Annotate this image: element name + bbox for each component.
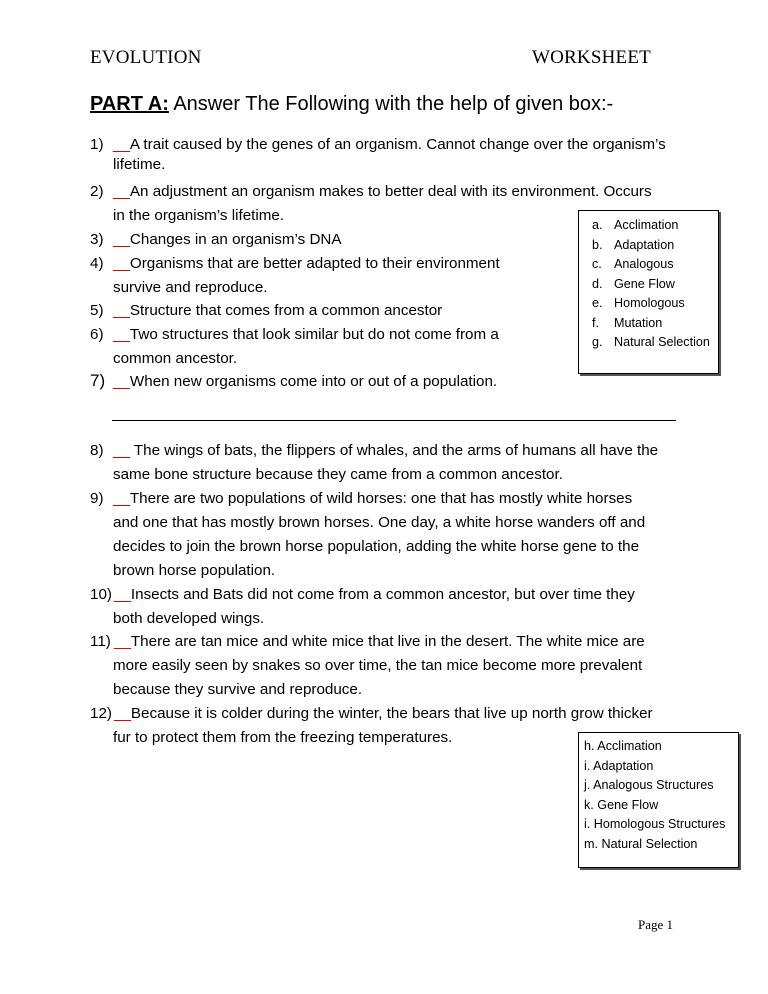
choice-text: Adaptation — [614, 237, 675, 252]
choice-item — [579, 294, 718, 314]
question-text-cont: decides to join the brown horse population, adding the white horse gene to the — [113, 538, 640, 555]
part-a-heading — [90, 93, 613, 116]
question-text-cont: in the organism’s lifetime. — [113, 207, 285, 224]
part-a-instruction: Answer The Following with the help of given box:- — [168, 93, 614, 115]
choice-item — [579, 236, 718, 256]
question-number: 7) — [90, 371, 106, 390]
question-number: 8) — [90, 442, 104, 459]
choice-item — [579, 255, 718, 275]
answer-blank[interactable]: __ — [113, 183, 130, 200]
question-text-cont: survive and reproduce. — [113, 279, 268, 296]
question-text-cont: brown horse population. — [113, 562, 276, 579]
question-number: 10) — [90, 586, 112, 603]
question-number: 12) — [90, 705, 112, 722]
answer-blank[interactable]: __ — [113, 326, 130, 343]
question-number: 2) — [90, 183, 104, 200]
choice-letter: e. — [592, 296, 603, 310]
page-number: Page 1 — [638, 917, 674, 932]
question-text-cont: lifetime. — [113, 156, 166, 173]
choice-letter: g. — [592, 335, 603, 349]
choice-text: Analogous — [614, 257, 674, 271]
choice-item — [579, 333, 718, 353]
choice-text: Homologous — [614, 296, 685, 310]
header-worksheet: WORKSHEET — [532, 47, 651, 68]
section-divider — [112, 420, 676, 421]
question-text-cont: common ancestor. — [113, 350, 238, 367]
question-number: 9) — [90, 490, 104, 507]
choice-text: Mutation — [614, 315, 663, 330]
question-number: 11) — [90, 633, 111, 650]
answer-blank[interactable]: __ — [113, 442, 130, 459]
answer-choices-box-h-m — [578, 732, 739, 868]
question-number: 5) — [90, 302, 104, 319]
question-text-cont: same bone structure because they came from a common ancestor. — [113, 466, 563, 483]
part-a-label: PART A: — [90, 93, 169, 115]
question-number: 4) — [90, 255, 104, 272]
choice-item: h. Acclimation — [584, 739, 662, 753]
question-text: Insects and Bats did not come from a common ancestor, but over time they — [130, 586, 635, 603]
question-text: Because it is colder during the winter, the bears that live up north grow thicker — [130, 705, 653, 722]
answer-blank[interactable]: __ — [113, 255, 130, 272]
answer-blank[interactable]: __ — [113, 490, 130, 507]
choice-text: Natural Selection — [614, 335, 710, 349]
question-text: The wings of bats, the flippers of whales, and the arms of humans all have the — [129, 442, 659, 459]
question-number: 6) — [90, 326, 104, 343]
answer-blank[interactable]: __ — [113, 373, 130, 390]
question-text-cont: fur to protect them from the freezing temperatures. — [113, 729, 453, 746]
choice-letter: f. — [592, 315, 599, 330]
question-text: Changes in an organism’s DNA — [129, 231, 342, 248]
choice-item — [579, 211, 718, 236]
question-text: A trait caused by the genes of an organism. Cannot change over the organism’s — [129, 136, 666, 153]
question-text: When new organisms come into or out of a population. — [129, 373, 498, 390]
choice-text: Gene Flow — [614, 276, 675, 291]
question-text: Organisms that are better adapted to their environment — [129, 255, 500, 272]
choice-letter: d. — [592, 276, 603, 291]
choice-item: k. Gene Flow — [584, 797, 659, 812]
question-number: 1) — [90, 136, 104, 153]
question-text-cont: more easily seen by snakes so over time, the tan mice become more prevalent — [113, 657, 643, 674]
question-text: There are two populations of wild horses: one that has mostly white horses — [129, 490, 633, 507]
choice-letter: c. — [592, 257, 602, 271]
answer-blank[interactable]: __ — [113, 231, 130, 248]
choice-item — [579, 275, 718, 295]
header-evolution: EVOLUTION — [90, 47, 202, 68]
choice-item: j. Analogous Structures — [584, 778, 714, 792]
choice-text: Acclimation — [614, 218, 679, 232]
answer-blank[interactable]: __ — [114, 586, 131, 603]
question-text: An adjustment an organism makes to better deal with its environment. Occurs — [129, 183, 652, 200]
answer-blank[interactable]: __ — [114, 633, 131, 650]
question-text-cont: and one that has mostly brown horses. One day, a white horse wanders off and — [113, 514, 646, 531]
choice-item: i. Adaptation — [584, 758, 654, 773]
choice-item — [579, 314, 718, 334]
question-text: There are tan mice and white mice that live in the desert. The white mice are — [130, 633, 645, 650]
question-text-cont: both developed wings. — [113, 610, 265, 627]
answer-blank[interactable]: __ — [114, 705, 131, 722]
question-number: 3) — [90, 231, 104, 248]
choice-letter: a. — [592, 218, 603, 232]
choice-item: i. Homologous Structures — [584, 817, 726, 831]
answer-choices-box-a-g — [578, 210, 719, 374]
answer-blank[interactable]: __ — [113, 302, 130, 319]
question-text: Structure that comes from a common ancestor — [129, 302, 443, 319]
choice-letter: b. — [592, 237, 603, 252]
question-text: Two structures that look similar but do not come from a — [129, 326, 499, 343]
choice-item: m. Natural Selection — [584, 836, 698, 851]
answer-blank[interactable]: __ — [113, 136, 130, 153]
question-text-cont: because they survive and reproduce. — [113, 681, 363, 698]
